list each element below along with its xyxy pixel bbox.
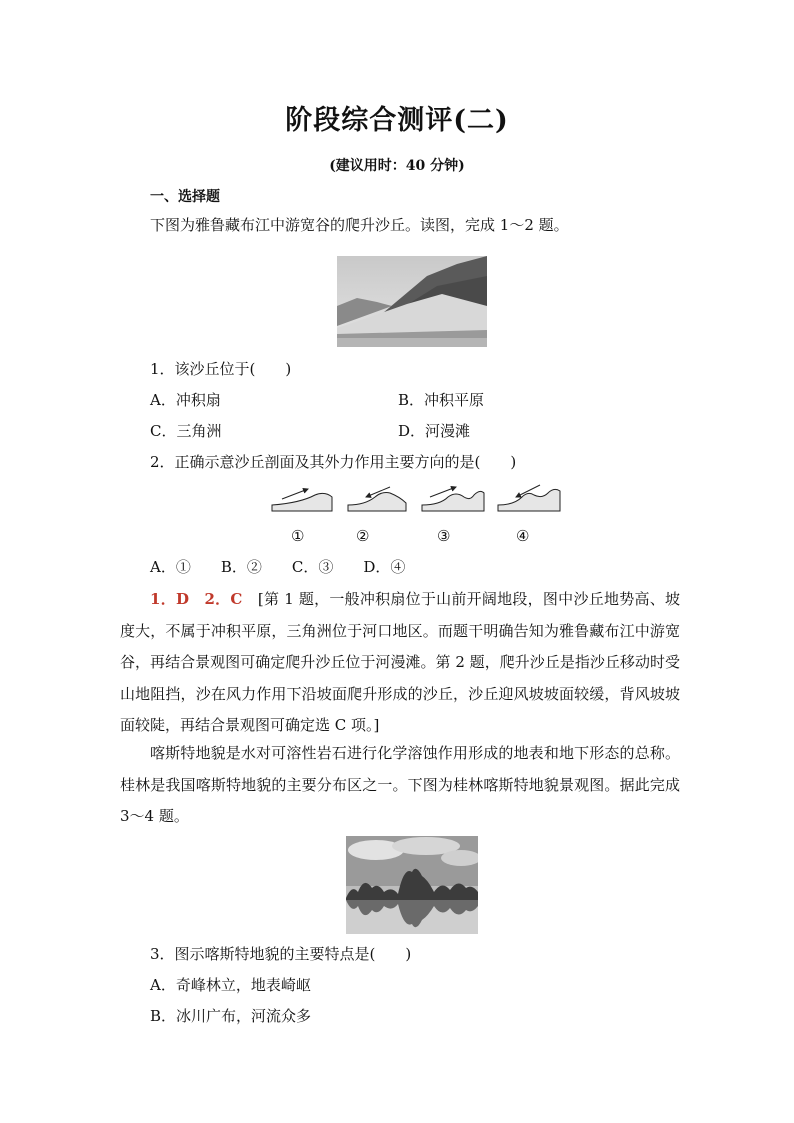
diagram-label-2: ② <box>356 527 370 545</box>
q1-option-d: D．河漫滩 <box>398 422 471 440</box>
q3-stem: 3．图示喀斯特地貌的主要特点是( ) <box>150 945 412 963</box>
q1-option-a: A．冲积扇 <box>150 391 221 409</box>
answer-text: [第 1 题，一般冲积扇位于山前开阔地段，图中沙丘地势高、坡度大，不属于冲积平原，三角洲位于河口地区。而题干明确告知为雅鲁藏布江中游宽谷，再结合景观图可确定爬升沙丘位于河漫滩。第 2 题，爬升沙丘是指沙丘移动时受山地阻挡，沙在风力作用下沿坡面爬升形成的沙丘，沙丘迎风坡坡面较缓，背风坡坡面较陡，再结合景观图可确定选 C 项。] <box>120 590 680 734</box>
q2-options: A．① B．② C．③ D．④ <box>150 558 406 576</box>
section-heading: 一、选择题 <box>150 189 220 205</box>
q1-option-b: B．冲积平原 <box>398 391 485 409</box>
diagram-label-4: ④ <box>516 527 530 545</box>
diagram-label-1: ① <box>291 527 305 545</box>
profile-1 <box>272 489 332 511</box>
intro-q3-4: 喀斯特地貌是水对可溶性岩石进行化学溶蚀作用形成的地表和地下形态的总称。桂林是我国喀斯特地貌的主要分布区之一。下图为桂林喀斯特地貌景观图。据此完成 3～4 题。 <box>120 744 680 825</box>
dune-photo <box>337 256 487 347</box>
intro-q1-2: 下图为雅鲁藏布江中游宽谷的爬升沙丘。读图，完成 1～2 题。 <box>150 216 569 234</box>
diagram-label-3: ③ <box>437 527 451 545</box>
q2-stem: 2．正确示意沙丘剖面及其外力作用主要方向的是( ) <box>150 453 517 471</box>
dune-profile-diagrams <box>270 483 562 513</box>
profile-3 <box>422 487 484 511</box>
page-title: 阶段综合测评(二) <box>285 105 509 136</box>
suggested-time: (建议用时：40 分钟) <box>329 158 465 174</box>
q1-option-c: C．三角洲 <box>150 422 222 440</box>
q3-option-a: A．奇峰林立，地表崎岖 <box>150 976 311 994</box>
profile-2 <box>348 487 406 511</box>
q1-stem: 1．该沙丘位于( ) <box>150 360 292 378</box>
karst-landscape-photo <box>346 836 478 934</box>
answer-key: 1．D 2．C <box>150 590 243 608</box>
q3-option-b: B．冰川广布，河流众多 <box>150 1007 312 1025</box>
profile-4 <box>498 485 560 511</box>
answer-explanation <box>120 584 680 742</box>
